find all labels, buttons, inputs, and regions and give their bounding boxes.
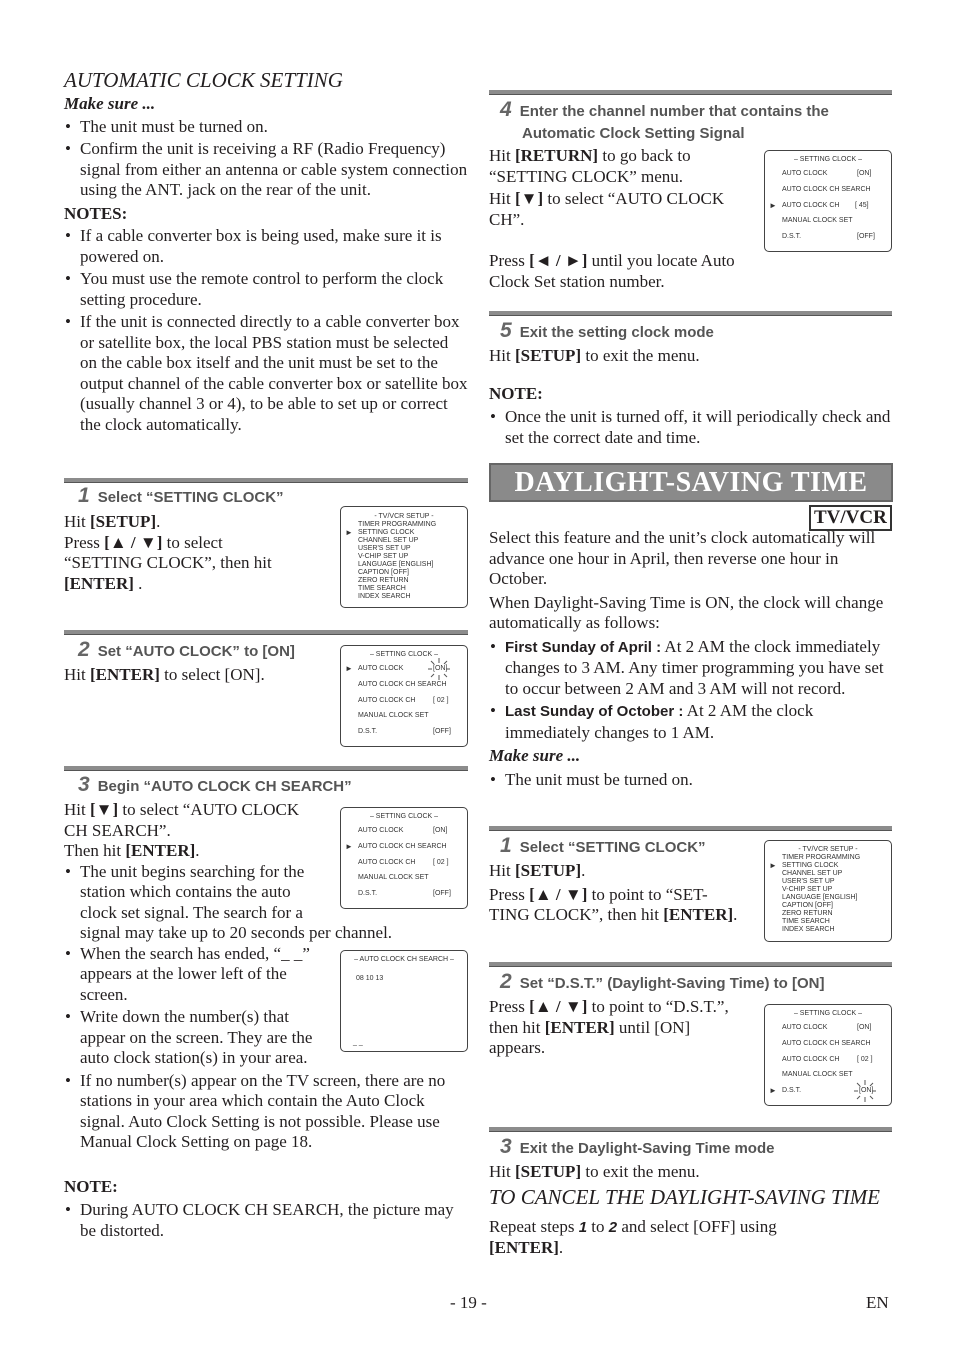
osd-value: [ON] (433, 827, 448, 834)
list-item: • The unit must be turned on. (64, 117, 468, 138)
text: Repeat steps (489, 1216, 579, 1236)
osd-item: V-CHIP SET UP (358, 553, 409, 560)
osd-item: AUTO CLOCK CH (358, 859, 416, 866)
text: signal may take up to 20 seconds per channel. (80, 923, 393, 942)
osd-item: V-CHIP SET UP (782, 886, 833, 893)
text: . (558, 1238, 564, 1257)
key-setup: [SETUP] (514, 861, 582, 880)
text: • The unit begins searching for the (80, 861, 305, 881)
osd-clock-menu (340, 807, 468, 909)
key-enter: [ENTER] (663, 905, 734, 924)
note-list (489, 407, 893, 448)
text: . (133, 573, 143, 593)
list-item: • If no number(s) appear on the TV screen, there are no stations in your area which contain the Auto Clock signal. Auto Clock Setting is not possible. Please use Manual Clock Setting on page 18. (64, 1071, 468, 1153)
step-body (64, 512, 334, 594)
text: Hit (64, 800, 90, 819)
text: Press (489, 251, 530, 270)
step-divider (64, 478, 468, 483)
osd-title: – AUTO CLOCK CH SEARCH – (354, 956, 454, 963)
note-label: NOTE: (64, 1176, 118, 1196)
osd-item: INDEX SEARCH (782, 926, 835, 933)
osd-item: LANGUAGE [ENGLISH] (782, 894, 858, 901)
text: . (733, 905, 738, 924)
key-updown: [▲ / ▼] (529, 884, 588, 904)
text: Hit (489, 146, 515, 165)
step-number: 4 (500, 98, 512, 121)
osd-item: TIMER PROGRAMMING (358, 521, 437, 528)
blink-icon (427, 657, 451, 681)
make-sure-list (489, 770, 893, 791)
text: until you locate Auto (587, 251, 735, 270)
osd-item: AUTO CLOCK (782, 1024, 828, 1031)
step-body (489, 1162, 893, 1259)
step-divider (489, 311, 892, 316)
step-title: Exit the Daylight-Saving Time mode (519, 1140, 775, 1157)
text: to select [ON]. (159, 665, 265, 684)
osd-title: – SETTING CLOCK – (793, 156, 863, 163)
osd-title: – SETTING CLOCK – (369, 813, 439, 820)
osd-value: [ 02 ] (433, 697, 449, 704)
blink-icon (853, 1079, 877, 1103)
notes-label: NOTES: (64, 203, 128, 223)
osd-title: – SETTING CLOCK – (793, 1010, 863, 1017)
osd-item: ZERO RETURN (782, 910, 833, 917)
pointer-icon: ► (769, 861, 777, 870)
key-setup: [SETUP] (514, 1162, 582, 1181)
osd-item: D.S.T. (358, 728, 378, 735)
make-sure-label: Make sure ... (489, 746, 581, 765)
text: clock set signal. The search for a (80, 902, 303, 922)
step-number: 3 (500, 1135, 512, 1158)
key-down: [▼] (89, 800, 119, 819)
cancel-title: TO CANCEL THE DAYLIGHT-SAVING TIME (489, 1184, 881, 1209)
pointer-icon: ► (345, 664, 353, 673)
osd-item: AUTO CLOCK (358, 827, 404, 834)
step-ref: 2 (608, 1218, 618, 1236)
osd-item: CAPTION [OFF] (358, 569, 409, 576)
osd-item: AUTO CLOCK CH SEARCH (782, 1040, 871, 1047)
text: “SETTING CLOCK”, then hit (64, 553, 272, 572)
text: Hit (489, 861, 515, 880)
key-setup: [SETUP] (514, 346, 582, 365)
text: Clock Set station number. (489, 271, 665, 291)
osd-item: CAPTION [OFF] (782, 902, 833, 909)
text: to point to “SET- (587, 884, 708, 904)
step-heading (500, 972, 824, 995)
dst-banner: DAYLIGHT-SAVING TIME (489, 463, 893, 502)
list-item: • If the unit is connected directly to a cable converter box or satellite box, the local PBS station must be selected on the cable box itself and the unit must be set to the output channel of the cable converter box or satellite box (usually channel 3 or 4), to be able to set up or correct the clock automatically. (64, 312, 468, 435)
osd-item: AUTO CLOCK (358, 665, 404, 672)
step-heading (78, 486, 284, 509)
tvvcr-badge: TV/VCR (809, 505, 892, 531)
paragraph: Select this feature and the unit’s clock automatically will advance one hour in April, then reverse one hour in October. (489, 528, 876, 588)
osd-list (782, 854, 860, 934)
step-heading-cont (522, 124, 745, 145)
text: station which contains the auto (80, 882, 291, 901)
osd-item: MANUAL CLOCK SET (358, 712, 429, 719)
osd-item: D.S.T. (358, 890, 378, 897)
dst-body (489, 528, 893, 790)
text: Press (489, 997, 530, 1016)
osd-clock-menu (340, 645, 468, 747)
text: screen. (80, 984, 128, 1004)
step-title: Set “D.S.T.” (Daylight-Saving Time) to [ON] (519, 975, 825, 992)
osd-value: [ON] (433, 665, 448, 672)
osd-item: AUTO CLOCK CH (782, 202, 840, 209)
osd-value: [OFF] (857, 233, 875, 240)
step-body (489, 997, 764, 1059)
osd-clock-menu (764, 150, 892, 252)
step-title: Enter the channel number that contains the (519, 103, 829, 120)
osd-title: - TV/VCR SETUP - (798, 846, 858, 853)
osd-item: AUTO CLOCK CH (782, 1056, 840, 1063)
pointer-icon: ► (769, 1086, 777, 1095)
osd-search-screen (340, 950, 468, 1052)
osd-value: [ 02 ] (433, 859, 449, 866)
step-divider (64, 766, 468, 771)
key-updown: [▲ / ▼] (104, 532, 163, 552)
step-title: Set “AUTO CLOCK” to [ON] (97, 643, 295, 660)
osd-value: [OFF] (433, 728, 451, 735)
text: • Write down the number(s) that (80, 1007, 289, 1026)
list-item: • The unit must be turned on. (489, 770, 893, 791)
key-enter: [ENTER] (544, 1017, 615, 1037)
step-divider (64, 630, 468, 635)
step-divider (489, 962, 892, 967)
osd-item: LANGUAGE [ENGLISH] (358, 561, 434, 568)
osd-item: USER'S SET UP (358, 545, 411, 552)
osd-list (358, 521, 436, 601)
list-item (489, 637, 893, 700)
osd-item: MANUAL CLOCK SET (782, 1071, 853, 1078)
osd-value: [ON] (859, 1087, 874, 1094)
step-number: 2 (500, 970, 512, 993)
text: to exit the menu. (581, 1162, 700, 1181)
list-item: • Confirm the unit is receiving a RF (Radio Frequency) signal from either an antenna or cable system connection using the ANT. jack on the rear of the unit. (64, 139, 468, 201)
key-return: [RETURN] (514, 146, 599, 165)
step-body (489, 146, 764, 292)
text: to go back to (598, 146, 691, 165)
text: Hit (489, 1162, 515, 1181)
key-enter: [ENTER] (89, 665, 160, 684)
item-text: At 2 AM the clock immediately changes to 1 AM. (505, 701, 814, 742)
paragraph: When Daylight-Saving Time is ON, the clock will change automatically as follows: (489, 592, 884, 632)
text: . (581, 861, 586, 880)
step-body (489, 346, 893, 448)
osd-item: AUTO CLOCK CH SEARCH (358, 843, 447, 850)
key-updown: [▲ / ▼] (529, 997, 588, 1016)
step-heading (500, 100, 829, 123)
list-item: • Once the unit is turned off, it will periodically check and set the correct date and time. (489, 407, 893, 448)
osd-item: SETTING CLOCK (358, 529, 415, 536)
osd-item: TIME SEARCH (358, 585, 406, 592)
osd-item: AUTO CLOCK (782, 170, 828, 177)
text: to select “AUTO CLOCK (118, 800, 300, 819)
list-item: • During AUTO CLOCK CH SEARCH, the picture may be distorted. (64, 1200, 468, 1241)
text: Then hit (64, 841, 126, 860)
item-label: First Sunday of April : (505, 638, 662, 656)
step-number: 5 (500, 319, 512, 342)
step-divider (489, 90, 892, 95)
osd-item: CHANNEL SET UP (358, 537, 419, 544)
text: “SETTING CLOCK” menu. (489, 166, 684, 186)
osd-numbers: 08 10 13 (356, 975, 384, 982)
step-title: Select “SETTING CLOCK” (519, 839, 706, 856)
step-title: Begin “AUTO CLOCK CH SEARCH” (97, 778, 352, 795)
make-sure-list (64, 117, 468, 201)
osd-item: D.S.T. (782, 233, 802, 240)
osd-item: INDEX SEARCH (358, 593, 411, 600)
step-heading (78, 775, 352, 798)
page-number: - 19 - (450, 1293, 487, 1312)
step-title: Select “SETTING CLOCK” (97, 489, 284, 506)
text: until [ON] (614, 1017, 691, 1037)
step-body (489, 861, 764, 926)
text: Hit (489, 346, 515, 365)
osd-item: SETTING CLOCK (782, 862, 839, 869)
language-tag: EN (866, 1293, 889, 1312)
osd-item: AUTO CLOCK CH (358, 697, 416, 704)
left-column (64, 68, 468, 435)
text: appears at the lower left of the (80, 964, 287, 983)
list-item: • You must use the remote control to perform the clock setting procedure. (64, 269, 468, 310)
pointer-icon: ► (769, 201, 777, 210)
osd-setup-menu (340, 506, 468, 608)
text: auto clock station(s) in your area. (80, 1048, 308, 1067)
osd-value: [ON] (857, 170, 872, 177)
key-leftright: [◄ / ►] (529, 251, 588, 270)
key-enter: [ENTER] (489, 1238, 559, 1257)
list-item (489, 701, 893, 743)
pointer-icon: ► (345, 528, 353, 537)
list-item: • If a cable converter box is being used, make sure it is powered on. (64, 226, 468, 267)
osd-item: MANUAL CLOCK SET (358, 874, 429, 881)
key-down: [▼] (514, 189, 544, 208)
osd-item: USER'S SET UP (782, 878, 835, 885)
osd-item: AUTO CLOCK CH SEARCH (358, 681, 447, 688)
text: to select (162, 532, 223, 552)
text: Press (489, 884, 530, 904)
step-ref: 1 (578, 1218, 588, 1236)
osd-item: D.S.T. (782, 1087, 802, 1094)
osd-title: – SETTING CLOCK – (369, 651, 439, 658)
step-number: 1 (78, 484, 90, 507)
osd-setup-menu (764, 840, 892, 942)
step-heading (500, 1137, 774, 1160)
osd-dash: _ _ (353, 1039, 363, 1046)
text: Hit (489, 189, 515, 208)
osd-value: [ 45] (855, 202, 869, 209)
osd-item: AUTO CLOCK CH SEARCH (782, 186, 871, 193)
osd-clock-menu (764, 1004, 892, 1106)
text: appear on the screen. They are the (80, 1027, 313, 1047)
osd-value: [OFF] (433, 890, 451, 897)
osd-item: ZERO RETURN (358, 577, 409, 584)
osd-item: TIME SEARCH (782, 918, 830, 925)
note-label: NOTE: (489, 383, 543, 403)
text: to select “AUTO CLOCK (543, 189, 725, 208)
text: Hit (64, 665, 90, 684)
osd-item: TIMER PROGRAMMING (782, 854, 861, 861)
osd-item: CHANNEL SET UP (782, 870, 843, 877)
step-number: 1 (500, 834, 512, 857)
osd-title: - TV/VCR SETUP - (374, 513, 434, 520)
section-title: AUTOMATIC CLOCK SETTING (64, 68, 343, 92)
osd-item: MANUAL CLOCK SET (782, 217, 853, 224)
step-heading (500, 836, 706, 859)
step-heading (78, 640, 295, 663)
key-enter: [ENTER] (64, 573, 134, 593)
text: to point to “D.S.T.”, (587, 997, 729, 1016)
text: CH SEARCH”. (64, 820, 171, 840)
text: • When the search has ended, “_ _” (80, 943, 310, 963)
text: to (587, 1216, 609, 1236)
step-title: Automatic Clock Setting Signal (522, 125, 745, 142)
text: CH”. (489, 209, 525, 229)
item-text: At 2 AM the clock immediately changes to 3 AM. Any timer programming you have set to occur between 2 AM and 3 AM will not record. (505, 636, 884, 698)
text: appears. (489, 1038, 546, 1057)
step-title: Exit the setting clock mode (519, 324, 714, 341)
dst-list (489, 637, 893, 744)
notes-list (64, 226, 468, 435)
step-number: 2 (78, 638, 90, 661)
osd-value: [ 02 ] (857, 1056, 873, 1063)
text: TING CLOCK”, then hit (489, 905, 664, 924)
text: Press (64, 532, 105, 552)
step-divider (489, 1127, 892, 1132)
make-sure-label: Make sure ... (64, 94, 156, 113)
key-enter: [ENTER] (125, 841, 196, 860)
key-setup: [SETUP] (89, 512, 157, 531)
pointer-icon: ► (345, 842, 353, 851)
step-divider (489, 826, 892, 831)
step-number: 3 (78, 773, 90, 796)
text: Hit (64, 512, 90, 531)
text: then hit (489, 1017, 545, 1037)
item-label: Last Sunday of October : (505, 703, 684, 720)
osd-value: [ON] (857, 1024, 872, 1031)
text: and select [OFF] using (617, 1216, 777, 1236)
text: to exit the menu. (581, 346, 700, 365)
text: . (156, 512, 161, 531)
note-list (64, 1200, 468, 1241)
text: . (195, 841, 200, 860)
step-body (64, 665, 265, 686)
step-heading (500, 321, 714, 344)
